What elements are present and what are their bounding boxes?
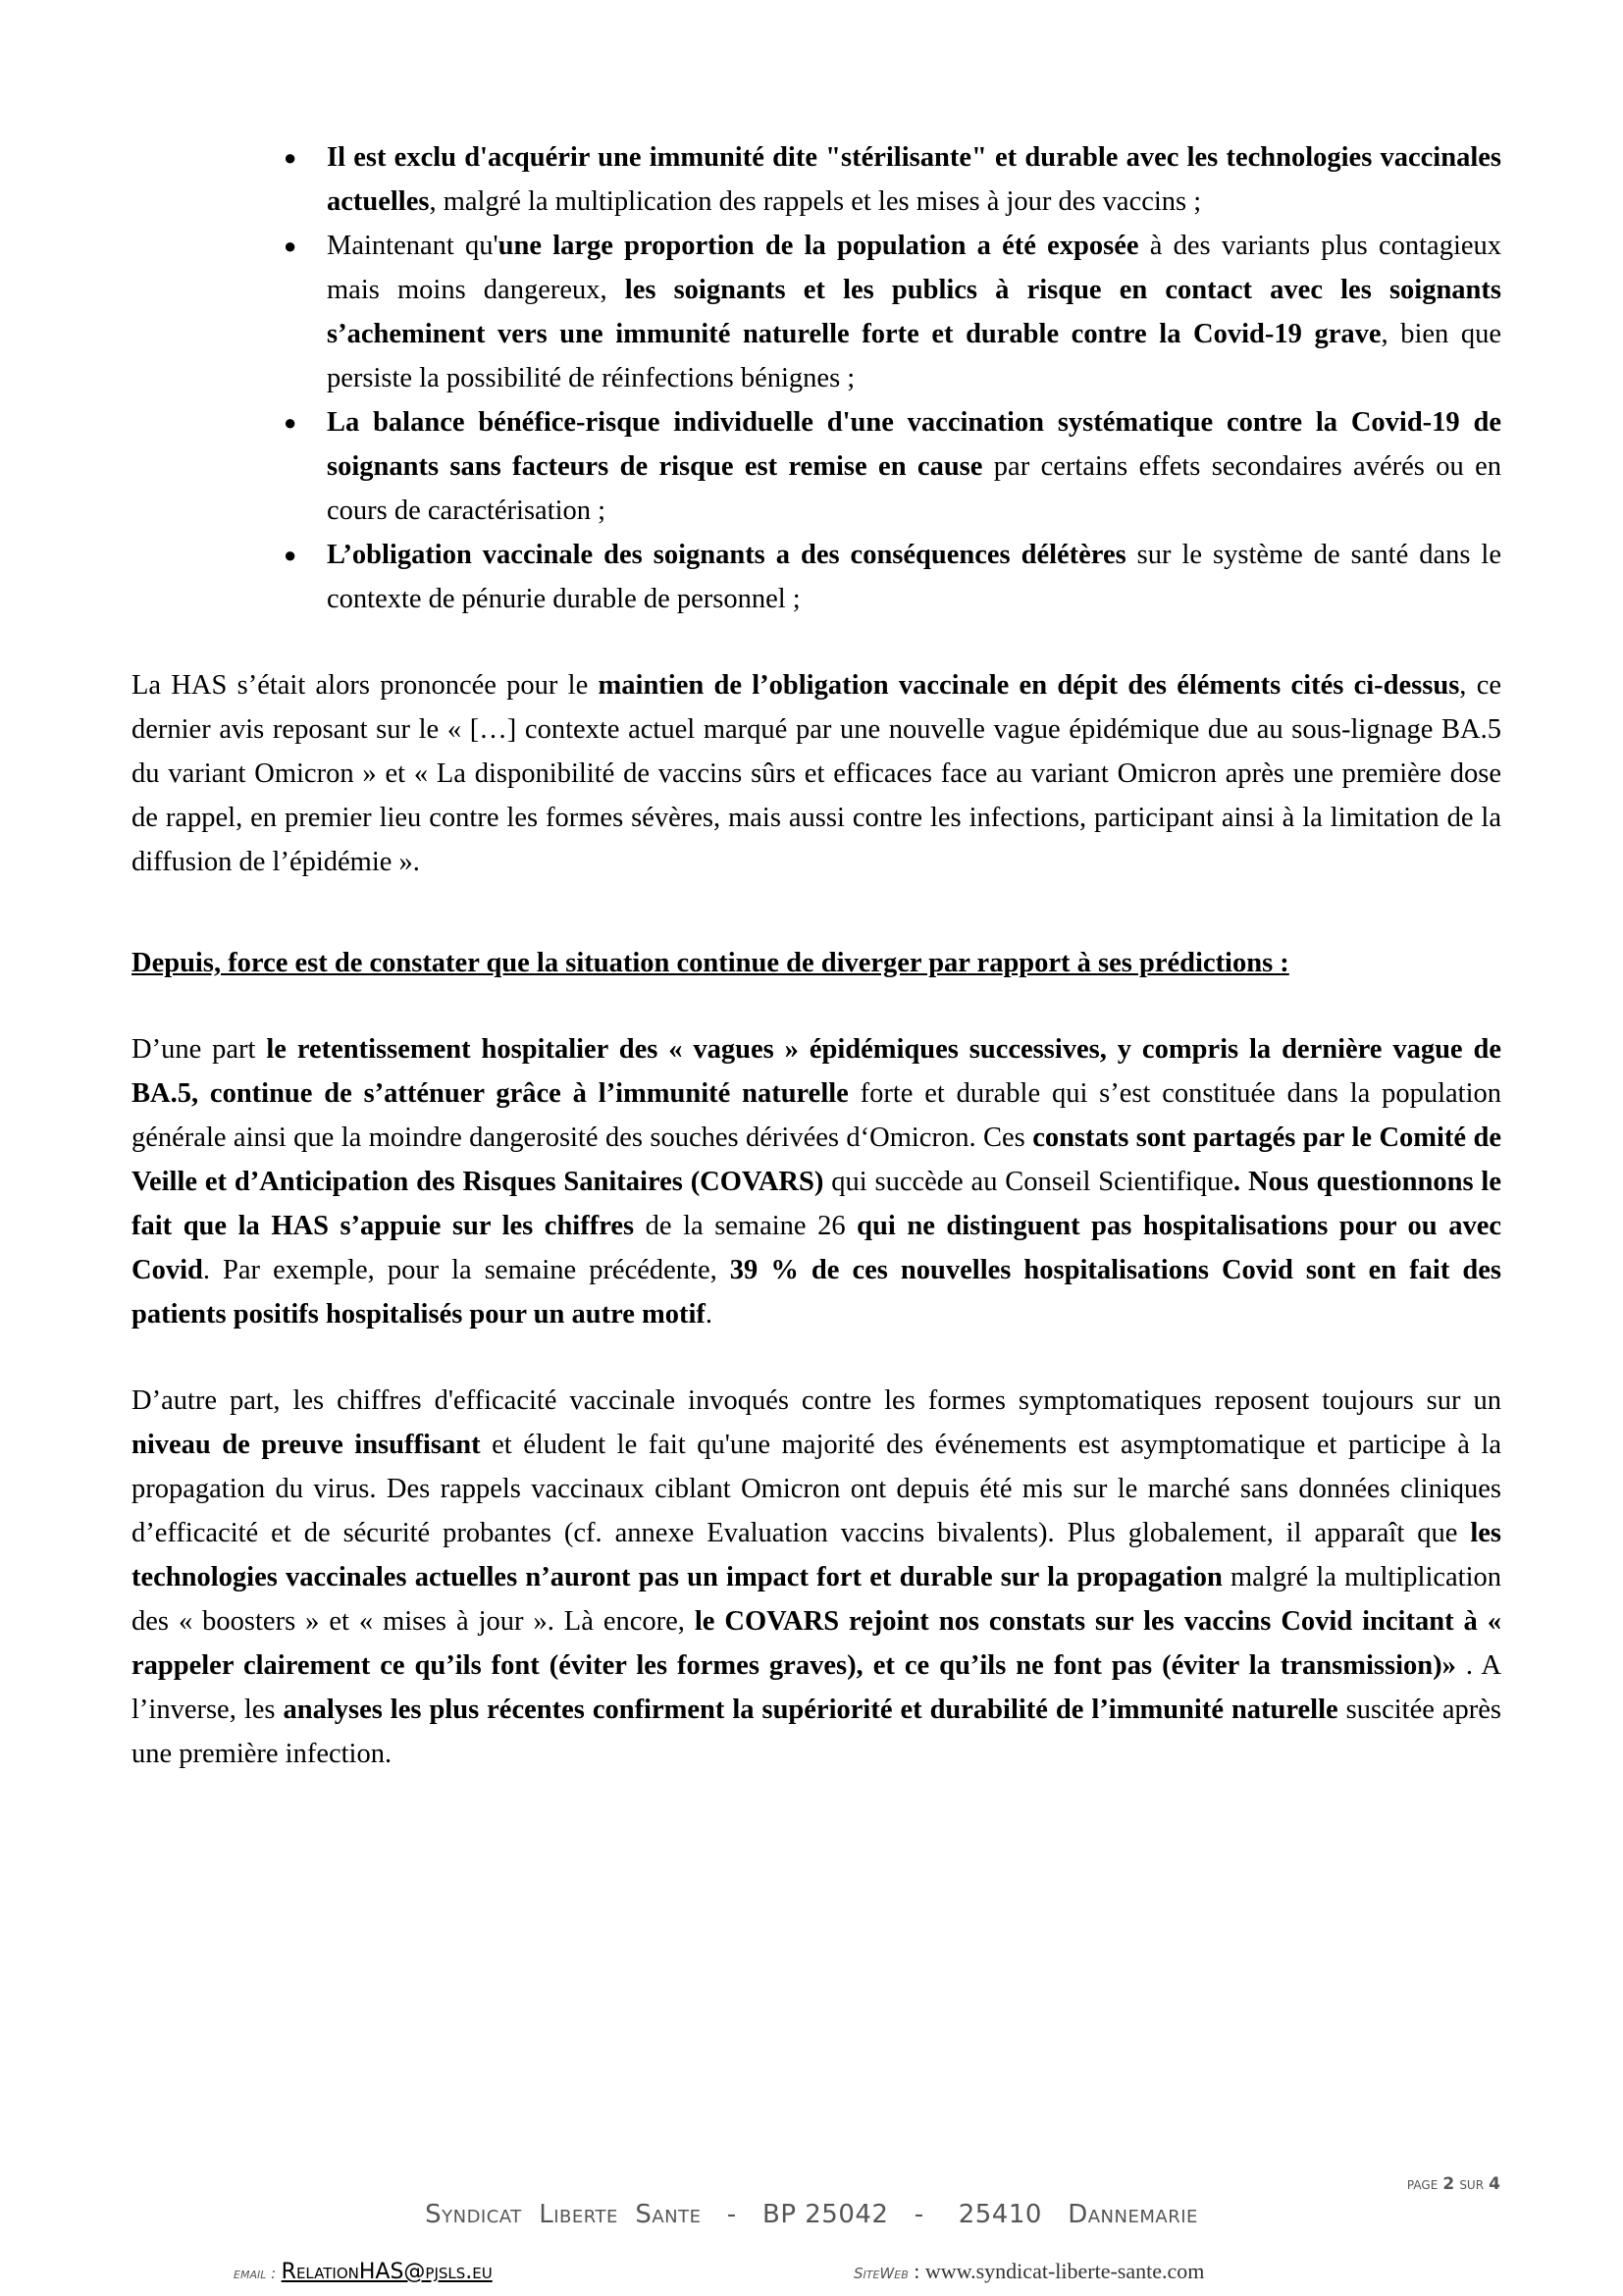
bold-text-run: L’obligation vaccinale des soignants a des conséquences délétères <box>327 540 1126 570</box>
bullet-dot: ● <box>284 543 297 567</box>
text-run: . A l’inverse, les <box>131 1650 1502 1725</box>
bold-text-run: analyses les plus récentes confirment la supériorité et durabilité de l’immunité naturelle <box>283 1695 1338 1725</box>
bold-text-run: le COVARS rejoint nos constats sur les vaccins Covid incitant à « rappeler clairement ce qu’ils font (éviter les formes graves), et ce qu’ils ne font pas (éviter la transmission)» <box>131 1606 1501 1681</box>
bullet-dot: ● <box>284 234 297 258</box>
bullet-text <box>327 142 1501 217</box>
bold-text-run: 39 % de ces nouvelles hospitalisations Covid sont en fait des patients positifs hospitalisés pour un autre motif <box>131 1255 1501 1330</box>
bold-text-run: maintien de l’obligation vaccinale en dépit des éléments cités ci-dessus <box>598 670 1460 701</box>
text-run: . <box>705 1299 712 1330</box>
site-separator: : <box>908 2259 925 2283</box>
text-run: sur le système de santé dans le contexte de pénurie durable de personnel ; <box>327 540 1502 614</box>
bullet-dot: ● <box>284 145 297 170</box>
paragraph-vaccine-efficacy <box>131 1379 1501 1776</box>
page-label: PAGE <box>1406 2178 1439 2192</box>
text-run: de la semaine 26 <box>634 1211 858 1241</box>
bold-text-run: qui ne distinguent pas hospitalisations pour ou avec Covid <box>131 1211 1501 1285</box>
bullet-item <box>284 533 1502 621</box>
text-run: , bien que persiste la possibilité de réinfections bénignes ; <box>327 319 1502 393</box>
bold-text-run: les technologies vaccinales actuelles n’auront pas un impact fort et durable sur la propagation <box>131 1518 1501 1592</box>
text-run: qui succède au Conseil Scientifique <box>823 1167 1233 1197</box>
text-run: par certains effets secondaires avérés ou en cours de caractérisation ; <box>327 451 1501 526</box>
bold-text-run: . Nous questionnons le fait que la HAS s’appuie sur les chiffres <box>131 1167 1502 1241</box>
bullet-list <box>131 135 1501 621</box>
page-total: 4 <box>1489 2174 1500 2194</box>
bullet-item <box>284 400 1501 533</box>
site-label: SiteWeb <box>854 2265 909 2282</box>
text-run: forte et durable qui s’est constituée dans la population générale ainsi que la moindre dangerosité des souches dérivées d‘Omicron. Ces <box>131 1078 1501 1153</box>
email-link[interactable]: RelationHAS@pjsls.eu <box>281 2260 493 2284</box>
paragraph-has-opinion <box>131 663 1501 884</box>
page-content <box>131 135 1501 1776</box>
text-run: D’une part <box>131 1034 267 1065</box>
text-run: La HAS s’était alors prononcée pour le <box>131 670 599 701</box>
text-run: Maintenant qu' <box>327 231 498 261</box>
bold-text-run: La balance bénéfice-risque individuelle d'une vaccination systématique contre la Covid-19 de soignants sans facteurs de risque est remise en cause <box>327 407 1501 482</box>
bullet-text <box>327 231 1501 393</box>
text-run: , ce dernier avis reposant sur le « […] contexte actuel marqué par une nouvelle vague épidémique due au sous-lignage BA.5 du variant Omicron » et « La disponibilité de vaccins sûrs et efficaces face au variant Omicron après une première dose de rappel, en premier lieu contre les formes sévères, mais aussi contre les infections, participant ainsi à la limitation de la diffusion de l’épidémie ». <box>131 670 1501 877</box>
page-current: 2 <box>1442 2174 1455 2194</box>
text-run: . Par exemple, pour la semaine précédente, <box>202 1255 730 1285</box>
text-run: à des variants plus contagieux mais moins dangereux, <box>327 231 1502 305</box>
text-run: et éludent le fait qu'une majorité des événements est asymptomatique et participe à la propagation du virus. Des rappels vaccinaux ciblant Omicron ont depuis été mis sur le marché sans données cliniques d’efficacité et de sécurité probantes (cf. annexe Evaluation vaccins bivalents). Plus globalement, il apparaît que <box>131 1430 1501 1548</box>
bullet-text <box>327 407 1501 526</box>
website <box>854 2249 1204 2296</box>
text-run: suscitée après une première infection. <box>131 1695 1501 1769</box>
text-run: D’autre part, les chiffres d'efficacité vaccinale invoqués contre les formes symptomatiques reposent toujours sur un <box>131 1385 1501 1416</box>
bullet-item <box>284 135 1501 224</box>
bold-text-run: le retentissement hospitalier des « vagues » épidémiques successives, y compris la dernière vague de BA.5, continue de s’atténuer grâce à l’immunité naturelle <box>131 1034 1501 1109</box>
email-label: email : <box>234 2265 277 2282</box>
footer-address: Syndicat Liberte Sante - BP 25042 - 25410 Dannemarie <box>425 2200 1198 2229</box>
bold-text-run: constats sont partagés par le Comité de Veille et d’Anticipation des Risques Sanitaires (COVARS) <box>131 1122 1502 1197</box>
site-link[interactable]: www.syndicat-liberte-sante.com <box>924 2259 1205 2283</box>
bold-text-run: Il est exclu d'acquérir une immunité dite "stérilisante" et durable avec les technologies vaccinales actuelles <box>327 142 1501 217</box>
bullet-item <box>284 224 1502 400</box>
footer-contact <box>234 2249 1333 2296</box>
text-run: malgré la multiplication des « boosters » et « mises à jour ». Là encore, <box>131 1562 1501 1637</box>
bold-text-run: les soignants et les publics à risque en contact avec les soignants s’acheminent vers une immunité naturelle forte et durable contre la Covid-19 grave <box>327 275 1501 349</box>
text-run: , malgré la multiplication des rappels et les mises à jour des vaccins ; <box>429 186 1202 217</box>
bullet-dot: ● <box>284 410 297 435</box>
bullet-text <box>327 540 1501 614</box>
section-heading: Depuis, force est de constater que la situation continue de diverger par rapport à ses prédictions : <box>131 948 1289 978</box>
bold-text-run: une large proportion de la population a été exposée <box>497 231 1139 261</box>
paragraph-hospital-impact <box>131 1027 1501 1336</box>
page-sep: SUR <box>1459 2178 1485 2192</box>
bold-text-run: niveau de preuve insuffisant <box>131 1430 481 1460</box>
